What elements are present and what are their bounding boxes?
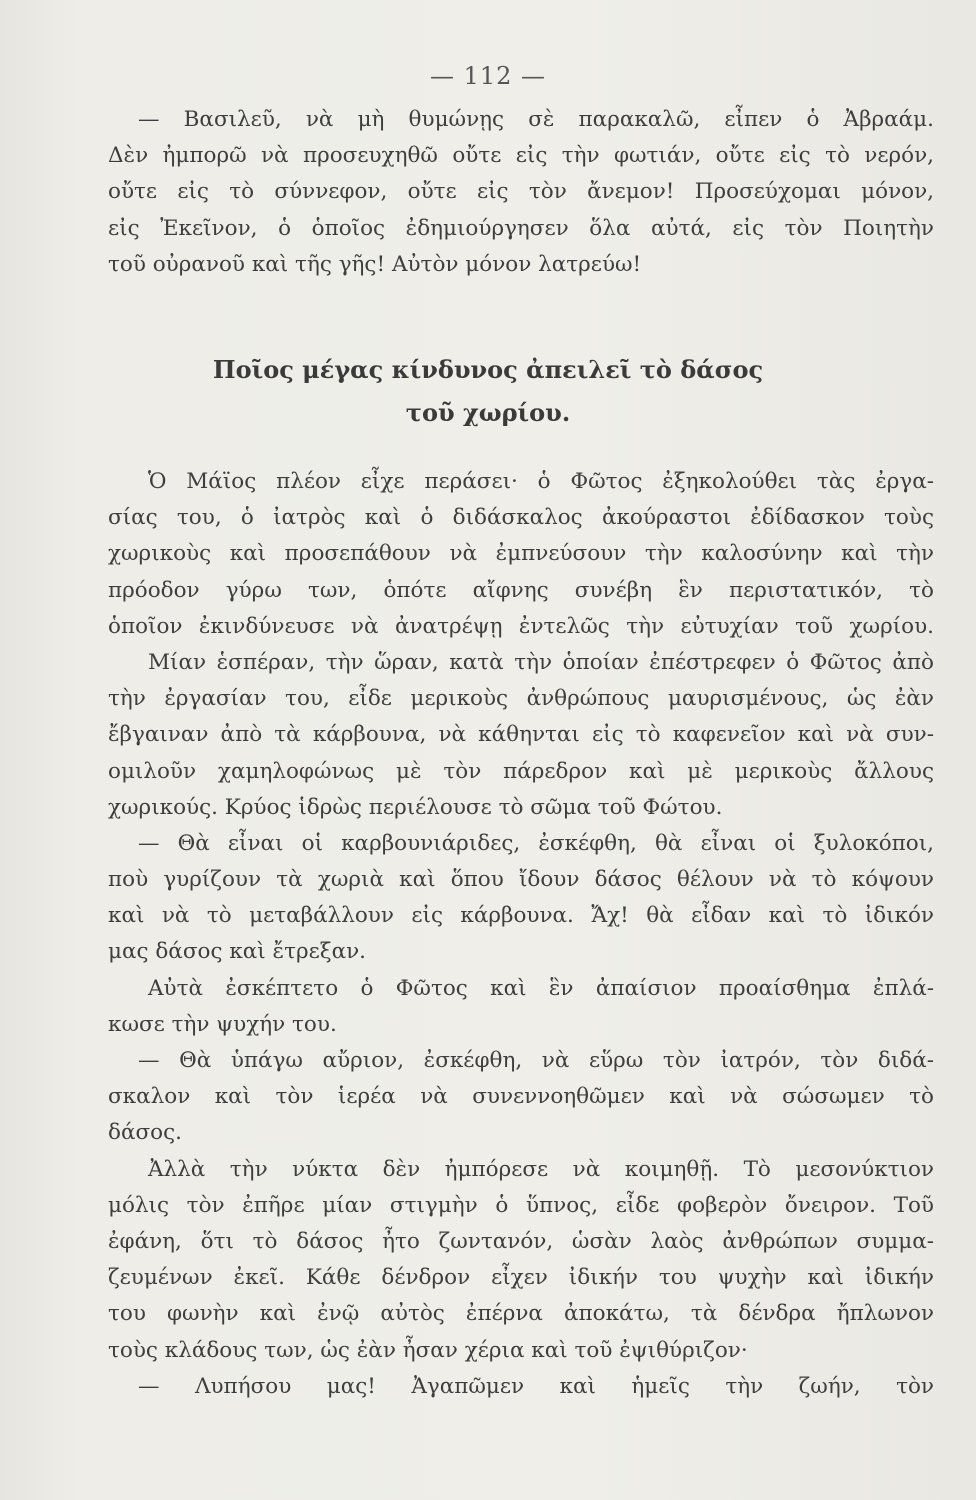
text-line: Δὲν ἠμπορῶ νὰ προσευχηθῶ οὔτε εἰς τὴν φωτιάν, οὔτε εἰς τὸ νερόν, bbox=[108, 143, 934, 169]
intro-paragraph bbox=[108, 102, 934, 283]
text-line: — Λυπήσου μας! Ἀγαπῶμεν καὶ ἡμεῖς τὴν ζωήν, τὸν bbox=[138, 1373, 934, 1399]
text-line: χωρικοὺς καὶ προσεπάθουν νὰ ἐμπνεύσουν τὴν καλοσύνην καὶ τὴν bbox=[108, 541, 934, 567]
text-line: ἔβγαιναν ἀπὸ τὰ κάρβουνα, νὰ κάθηνται εἰς τὸ καφενεῖον καὶ νὰ συν- bbox=[108, 722, 934, 748]
text-line: τοὺς κλάδους των, ὡς ἐὰν ἦσαν χέρια καὶ τοῦ ἐψιθύριζον· bbox=[108, 1337, 748, 1363]
text-line: τὴν ἐργασίαν του, εἶδε μερικοὺς ἀνθρώπους μαυρισμένους, ὡς ἐὰν bbox=[108, 686, 934, 712]
text-line: ποὺ γυρίζουν τὰ χωριὰ καὶ ὅπου ἴδουν δάσος θέλουν νὰ τὸ κόψουν bbox=[108, 867, 934, 893]
text-line: — Βασιλεῦ, νὰ μὴ θυμώνῃς σὲ παρακαλῶ, εἶπεν ὁ Ἀβραάμ. bbox=[138, 107, 934, 132]
text-line: ὁποῖον ἐκινδύνευσε νὰ ἀνατρέψῃ ἐντελῶς τὴν εὐτυχίαν τοῦ χωρίου. bbox=[108, 613, 934, 639]
text-line: κωσε τὴν ψυχήν του. bbox=[108, 1011, 337, 1037]
text-line: εἰς Ἐκεῖνον, ὁ ὁποῖος ἐδημιούργησεν ὅλα αὐτά, εἰς τὸν Ποιητὴν bbox=[108, 215, 934, 241]
text-line: Ὁ Μάϊος πλέον εἶχε περάσει· ὁ Φῶτος ἐξηκολούθει τὰς ἐργα- bbox=[148, 469, 934, 494]
text-line: σίας του, ὁ ἰατρὸς καὶ ὁ διδάσκαλος ἀκούραστοι ἐδίδασκον τοὺς bbox=[108, 505, 934, 531]
text-line: Αὐτὰ ἐσκέπτετο ὁ Φῶτος καὶ ἓν ἀπαίσιον προαίσθημα ἐπλά- bbox=[148, 975, 934, 1001]
text-line: χωρικούς. Κρύος ἱδρὼς περιέλουσε τὸ σῶμα τοῦ Φώτου. bbox=[108, 794, 723, 820]
text-line: οὔτε εἰς τὸ σύννεφον, οὔτε εἰς τὸν ἄνεμον! Προσεύχομαι μόνον, bbox=[108, 179, 934, 205]
text-line: Ἀλλὰ τὴν νύκτα δὲν ἠμπόρεσε νὰ κοιμηθῇ. Τὸ μεσονύκτιον bbox=[148, 1156, 934, 1182]
text-line: ομιλοῦν χαμηλοφώνως μὲ τὸν πάρεδρον καὶ μὲ μερικοὺς ἄλλους bbox=[108, 758, 934, 784]
text-line: ζευμένων ἐκεῖ. Κάθε δένδρον εἶχεν ἰδικήν του ψυχὴν καὶ ἰδικήν bbox=[108, 1265, 934, 1291]
text-line: δάσος. bbox=[108, 1120, 182, 1146]
text-line: ἐφάνη, ὅτι τὸ δάσος ἦτο ζωντανόν, ὡσὰν λαὸς ἀνθρώπων συμμα- bbox=[108, 1228, 934, 1254]
text-line: του φωνὴν καὶ ἐνῷ αὐτὸς ἐπέρνα ἀποκάτω, τὰ δένδρα ἤπλωνον bbox=[108, 1301, 934, 1327]
text-line: Μίαν ἑσπέραν, τὴν ὥραν, κατὰ τὴν ὁποίαν ἐπέστρεφεν ὁ Φῶτος ἀπὸ bbox=[148, 649, 934, 675]
text-line: καὶ νὰ τὸ μεταβάλλουν εἰς κάρβουνα. Ἄχ! θὰ εἶδαν καὶ τὸ ἰδικόν bbox=[108, 903, 934, 929]
text-line: — Θὰ εἶναι οἱ καρβουνιάριδες, ἐσκέφθη, θὰ εἶναι οἱ ξυλοκόποι, bbox=[138, 830, 934, 856]
text-line: μας δάσος καὶ ἔτρεξαν. bbox=[108, 939, 367, 965]
text-line: σκαλον καὶ τὸν ἱερέα νὰ συνεννοηθῶμεν καὶ νὰ σώσωμεν τὸ bbox=[108, 1084, 934, 1110]
text-line: τοῦ οὐρανοῦ καὶ τῆς γῆς! Αὐτὸν μόνον λατρεύω! bbox=[108, 251, 642, 277]
section-heading-line-1: Ποῖος μέγας κίνδυνος ἀπειλεῖ τὸ δάσος bbox=[212, 355, 764, 384]
text-line: — Θὰ ὑπάγω αὔριον, ἐσκέφθη, νὰ εὕρω τὸν ἰατρόν, τὸν διδά- bbox=[138, 1048, 934, 1073]
page-number: — 112 — bbox=[429, 62, 547, 90]
text-line: πρόοδον γύρω των, ὁπότε αἴφνης συνέβη ἓν περιστατικόν, τὸ bbox=[108, 577, 934, 603]
body-text bbox=[108, 464, 934, 1405]
text-line: μόλις τὸν ἐπῆρε μίαν στιγμὴν ὁ ὕπνος, εἶδε φοβερὸν ὄνειρον. Τοῦ bbox=[108, 1192, 934, 1218]
section-heading-line-2: τοῦ χωρίου. bbox=[405, 398, 571, 427]
